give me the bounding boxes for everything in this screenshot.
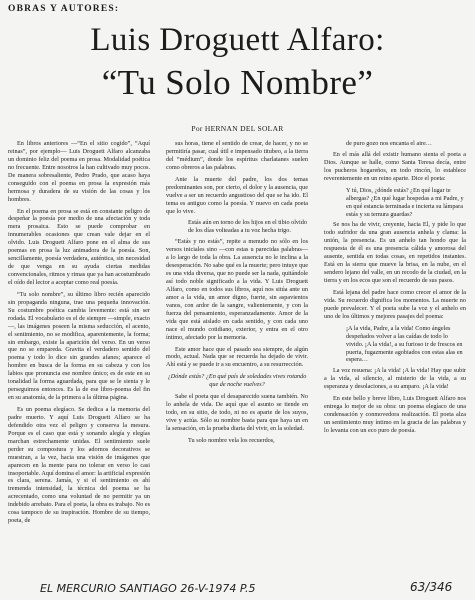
- verse-quote: ¡A la vida, Padre, a la vida! Como ángeles despeñados volver a las caídas de todo lo vivido. ¡A la vida!, a su furioso ir de frescos en puerta, fugazmente agobiados con estas alas en espera…: [346, 324, 463, 364]
- verse-quote: Tu solo nombre vela los recuerdos,: [188, 436, 275, 444]
- section-label: OBRAS Y AUTORES:: [8, 4, 120, 14]
- column-3: [324, 140, 466, 568]
- paragraph: “Tu solo nombre”, su último libro recién aparecido sin propaganda ninguna, trae una pequeña innovación. Su costumbre poética cambia levemente: está sin ser rodada. El vocabulario es el de siempre —simple, exacto—, las imágenes poseen la misma seducción, el acento, el sentimiento, no se modifica, aparentemente, la forma; sin embargo, existe la aparición del verso. En un verso que no se empareda. Gravita el verdadero sentido del poema y todo lo dice sin grandes afanes; aparece el hombre en busca de la forma en su cabeza y con los labios que pronuncia ese nombre único; es de este en su tonalidad la forma aguardada, para que se le sienta y le perseguimos entonces. Es la de ese libro-poema del fin en su anatomía, de la primera a la última página.: [8, 290, 150, 402]
- article-title: Luis Droguett Alfaro:: [90, 22, 385, 58]
- paragraph: En el más allá del existir humano sienta el poeta a Dios. Aunque se halle, como Santa Teresa decía, entre los pucheros hogareños, en todo rincón, lo establece reverentemente en un reino aparte. Dice el poeta:: [324, 150, 466, 182]
- byline: Por HERNAN DEL SOLAR: [191, 124, 284, 133]
- verse-quote: de puro gozo nos encanta el aire…: [346, 140, 432, 147]
- reference-number: 63/346: [410, 580, 453, 594]
- paragraph: Ante la muerte del padre, los dos temas predominantes son, por cierto, el dolor y la ausencia, que vuelve a ser un recuerdo angustioso del que se ha ido. El tema es antiguo como la poesía. Y nuevo en cada poeta que lo vive.: [166, 175, 308, 215]
- column-2: [166, 140, 308, 568]
- article-subtitle: “Tu Solo Nombre”: [101, 63, 374, 102]
- verse-quote: Estás aún en torno de los hijos en el tibio olvido de los días volteadas a tu voz hecha trigo.: [188, 219, 307, 235]
- paragraph: En el poema en prosa se está en constante peligro de despeñar la poesía por medio de una afectación y toda mera prosaica. Esto se puede comprobar en innumerables ocasiones que crean vale dejar en el olvido. Luis Droguett Alfaro pone en el alma de sus poemas en prosa la luz animadora de la poesía. Son, sencillamente, poesía verdadera, auténtica, sin necesidad de que venga en su ayuda ciertas medidas convencionales, ritmos y rimas que ya han acostumbrado el oído del lector a aceptar como real poesía.: [8, 207, 150, 286]
- paragraph: En libros anteriores —“En el sitio cogido”, “Aquí reinas”, por ejemplo— Luis Droguett Alfaro alcanzaba un dominio feliz del poema en prosa. Modalidad poética no frecuente. Entre nosotros la han cultivado muy pocos. De manera sobresaliente, Pedro Prado, que acaso haya conseguido con el poema en prosa la expresión más hermosa y duradera de su visión de las cosas y los hombres.: [8, 140, 150, 203]
- paragraph: Este amor hace que el pasado sea siempre, de algún modo, actual. Nada que se recuerda ha dejado de vivir. Ahí está y se puede ir a su encuentro, a su resurrección.: [166, 345, 308, 369]
- paragraph: “Estás y no estás”, repite a menudo no sólo en los versos iniciales sino —con estas u parecidas palabras— a lo largo de toda la obra. La ausencia no le inclina a la desesperación. No sabe qué es la muerte; pero intuye que es una vida diversa, que no puede ser la nada, quitándole así todo noble significado a la vida. Y Luis Droguett Alfaro, como en todos sus libros, aquí nos sitúa ante un amor a la vida, un amor digno, fuerte, sin aspavientos vanos, con ardor de la sangre, valientemente, y con la fuerza del pensamiento, esperanzadamente. Amor de la vida que está aislado en cada sentido, y con cada uno nace el mundo cotidiano, exterior, y entra en el otro íntimo, afectado por la memoria.: [166, 238, 308, 341]
- paragraph: Está lejana del padre hace como crecer el amor de la vida. Su recuerdo dignifica los momentos. La muerte no puede prevalecer. Y el poeta sube la voz y el anhelo en uno de los últimos y mejores pasajes del poema:: [324, 288, 466, 320]
- paragraph: Sabe el poeta que el desaparecido suena también. No lo anhela de vida. De aquí que el asunto se tiende en todo, en su sitio, de todo, ni no es aparte de los suyos, vive y actúa. Sólo su nombre basta para que haya un en la sensación, en la prueba diaria del vivir, en la soledad.: [166, 393, 308, 432]
- paragraph: sus horas, tiene el sentido de crear, de hacer, y no se permitiría pasar, cual útil e impensado titubeo, a la tierra del “médium”, donde los espíritus charlatanes suelen como obreros a las palabras.: [166, 140, 308, 171]
- paragraph: En este bello y breve libro, Luis Droguett Alfaro nos entrega lo mejor de su obra: un poema elegíaco de una condensación y conmovedora realización. El poeta alza un sentimiento muy íntimo en la gracia de las palabras y lo levanta con un eco puro de poesía.: [324, 395, 466, 434]
- column-1: [8, 140, 150, 568]
- source-annotation: EL MERCURIO SANTIAGO 26-V-1974 P.5: [40, 582, 256, 595]
- verse-quote: Y tú, Dios, ¿dónde estás? ¿En qué lugar te albergas? ¿En qué lugar hospedas a mi Padre, y en qué estancia terminada e incierta su lámpara estás y su ternura guardas?: [346, 186, 464, 218]
- paragraph: La voz resuena: ¡A la vida! ¡A la vida! Hay que subir a la vida, al silencio, al misterio de la vida, a su esperanza y desolaciones, a su amparo. ¡A la vida!: [324, 367, 466, 391]
- verse-quote: ¿Dónde estás? ¿En qué país de soledades vives rotando que de noche vuelves?: [167, 373, 307, 389]
- paragraph: Se nos ha de vivir, creyente, hacia El, y pide lo que todo sufridor da una gran ausencia anhela y clama: la unión, la presencia. Es un anhelo tan hondo que la respuesta de él es una presencia cálida y amorosa del ausente, sentida en todas cosas, en repetidos instantes. Está en la sierra que mueve la brisa, en la nube, en el sendero lejano del valle, en un recodo de la ciudad, en la tierra y en los ecos que son el recuerdo de sus pasos.: [324, 221, 466, 284]
- paragraph: Es un poema elegíaco. Se dedica a la memoria del padre muerto. Y aquí Luis Droguett Alfaro se ha defendido otra vez el peligro y conserva la mesura. Porque es el caso que está y sonando alegía y elegías marchan estrechamente unidas. El sentimiento suele perder su compostura y los adornos decorativos se muestran, a la vez, hacia una visión de imágenes que aparecen en la mente para no tolerar en verso lo casi insoportable. Aquí domina el amor: la artificial expresión es clara, serena. Jamás, y si el sentimiento es ahí tremenda intensidad, la técnica del poema se ha acrecentado, como una voluntad de no permitir ya un indebido arrebato. Para el poeta, la obra es trabajo. No es cosa tampoco de su inspiración. Hombre de su tiempo, poeta, de: [8, 406, 150, 525]
